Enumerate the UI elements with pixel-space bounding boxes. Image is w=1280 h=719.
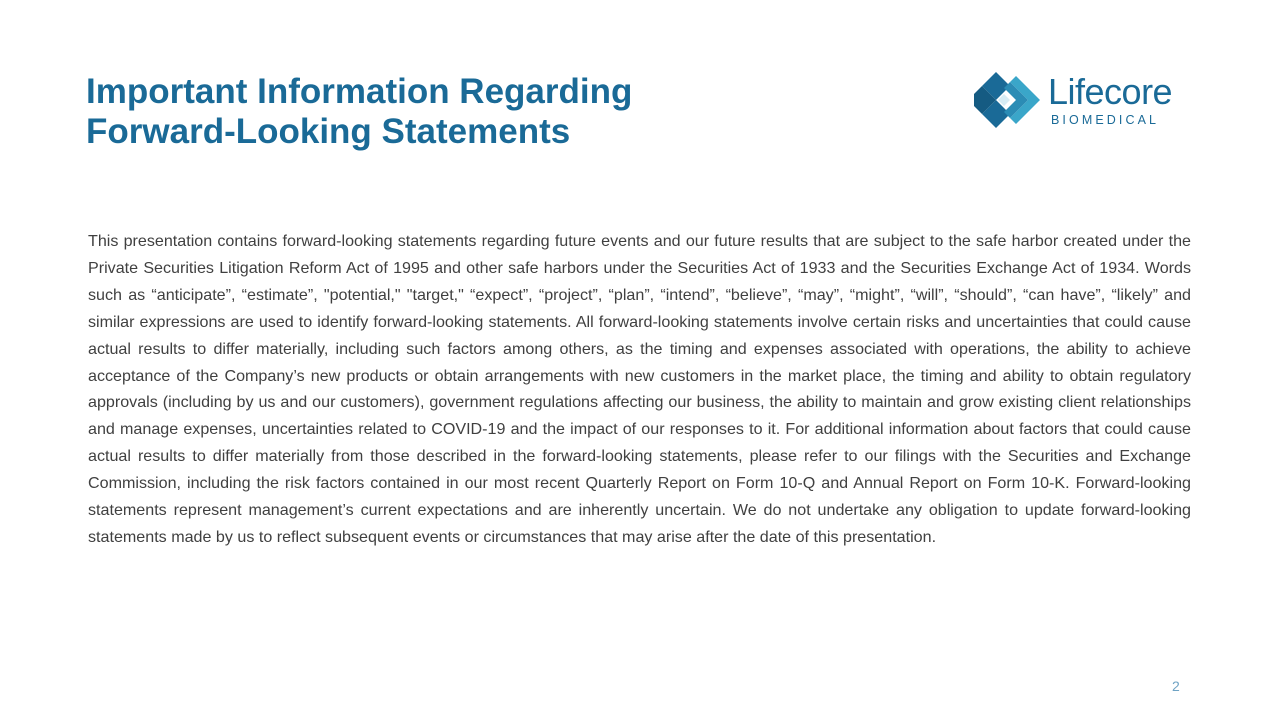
slide-title [86,72,632,152]
slide-title-line-1: Important Information Regarding [86,72,633,111]
logo-wordmark: Lifecore [1048,71,1173,112]
slide-title-line-2: Forward-Looking Statements [86,112,571,151]
forward-looking-statement-paragraph: This presentation contains forward-looking statements regarding future events and our future results that are subject to the safe harbor created under the Private Securities Litigation Reform Act of 1995 and other safe harbors under the Securities Act of 1933 and the Securities Exchange Act of 1934. Words such as “anticipate”, “estimate”, "potential," "target," “expect”, “project”, “plan”, “intend”, “believe”, “may”, “might”, “will”, “should”, “can have”, “likely” and similar expressions are used to identify forward-looking statements. All forward-looking statements involve certain risks and uncertainties that could cause actual results to differ materially, including such factors among others, as the timing and expenses associated with operations, the ability to achieve acceptance of the Company’s new products or obtain arrangements with new customers in the market place, the timing and ability to obtain regulatory approvals (including by us and our customers), government regulations affecting our business, the ability to maintain and grow existing client relationships and manage expenses, uncertainties related to COVID-19 and the impact of our responses to it. For additional information about factors that could cause actual results to differ materially from those described in the forward-looking statements, please refer to our filings with the Securities and Exchange Commission, including the risk factors contained in our most recent Quarterly Report on Form 10-Q and Annual Report on Form 10-K. Forward-looking statements represent management’s current expectations and are inherently uncertain. We do not undertake any obligation to update forward-looking statements made by us to reflect subsequent events or circumstances that may arise after the date of this presentation. [88,232,1191,546]
logo-subtitle: BIOMEDICAL [1051,113,1160,127]
company-logo [974,70,1196,130]
diamond-logo-icon [974,70,1046,130]
page-number: 2 [1172,678,1180,694]
